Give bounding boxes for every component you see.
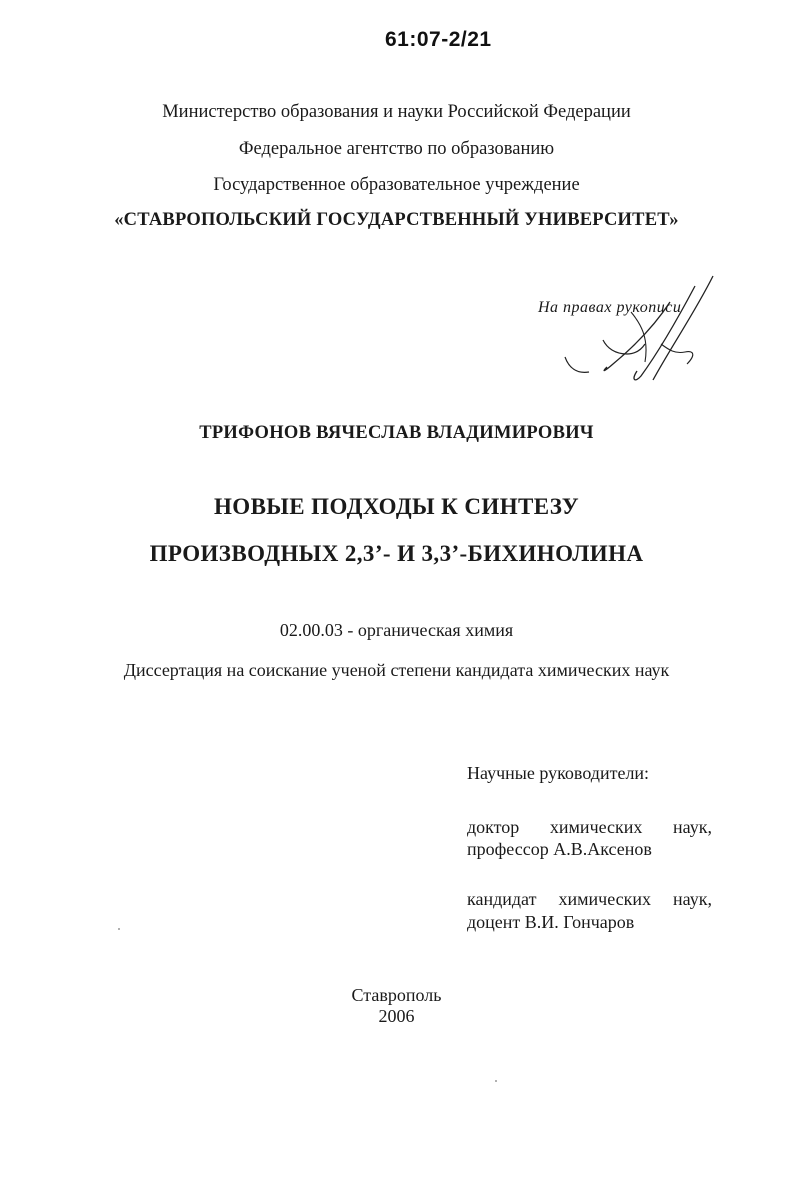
advisor-2-name: доцент В.И. Гончаров <box>467 912 635 932</box>
year: 2006 <box>378 1006 415 1026</box>
author-name: ТРИФОНОВ ВЯЧЕСЛАВ ВЛАДИМИРОВИЧ <box>199 423 594 443</box>
degree-statement: Диссертация на соискание ученой степени кандидата химических наук <box>123 660 670 680</box>
advisor-2-degree: кандидат химических наук, <box>467 889 712 909</box>
agency-line: Федеральное агентство по образованию <box>238 139 555 159</box>
archive-stamp: 61:07-2/21 <box>385 28 492 51</box>
city: Ставрополь <box>351 985 442 1005</box>
thesis-title-line-1: НОВЫЕ ПОДХОДЫ К СИНТЕЗУ <box>213 494 580 519</box>
specialty-code: 02.00.03 - органическая химия <box>279 620 514 640</box>
ministry-line: Министерство образования и науки Российской Федерации <box>162 102 631 122</box>
advisor-1-name: профессор А.В.Аксенов <box>467 839 652 859</box>
thesis-title-line-2: ПРОИЗВОДНЫХ 2,3’- И 3,3’-БИХИНОЛИНА <box>149 541 644 566</box>
university-name: «СТАВРОПОЛЬСКИЙ ГОСУДАРСТВЕННЫЙ УНИВЕРСИТЕТ» <box>114 210 679 230</box>
scan-speck <box>118 928 120 930</box>
scan-speck <box>495 1080 497 1082</box>
advisors-heading: Научные руководители: <box>467 763 650 783</box>
manuscript-rights-note: На правах рукописи <box>538 299 682 316</box>
advisor-1-degree: доктор химических наук, <box>467 817 712 837</box>
institution-type-line: Государственное образовательное учреждение <box>213 175 580 195</box>
handwritten-signature <box>545 272 745 392</box>
